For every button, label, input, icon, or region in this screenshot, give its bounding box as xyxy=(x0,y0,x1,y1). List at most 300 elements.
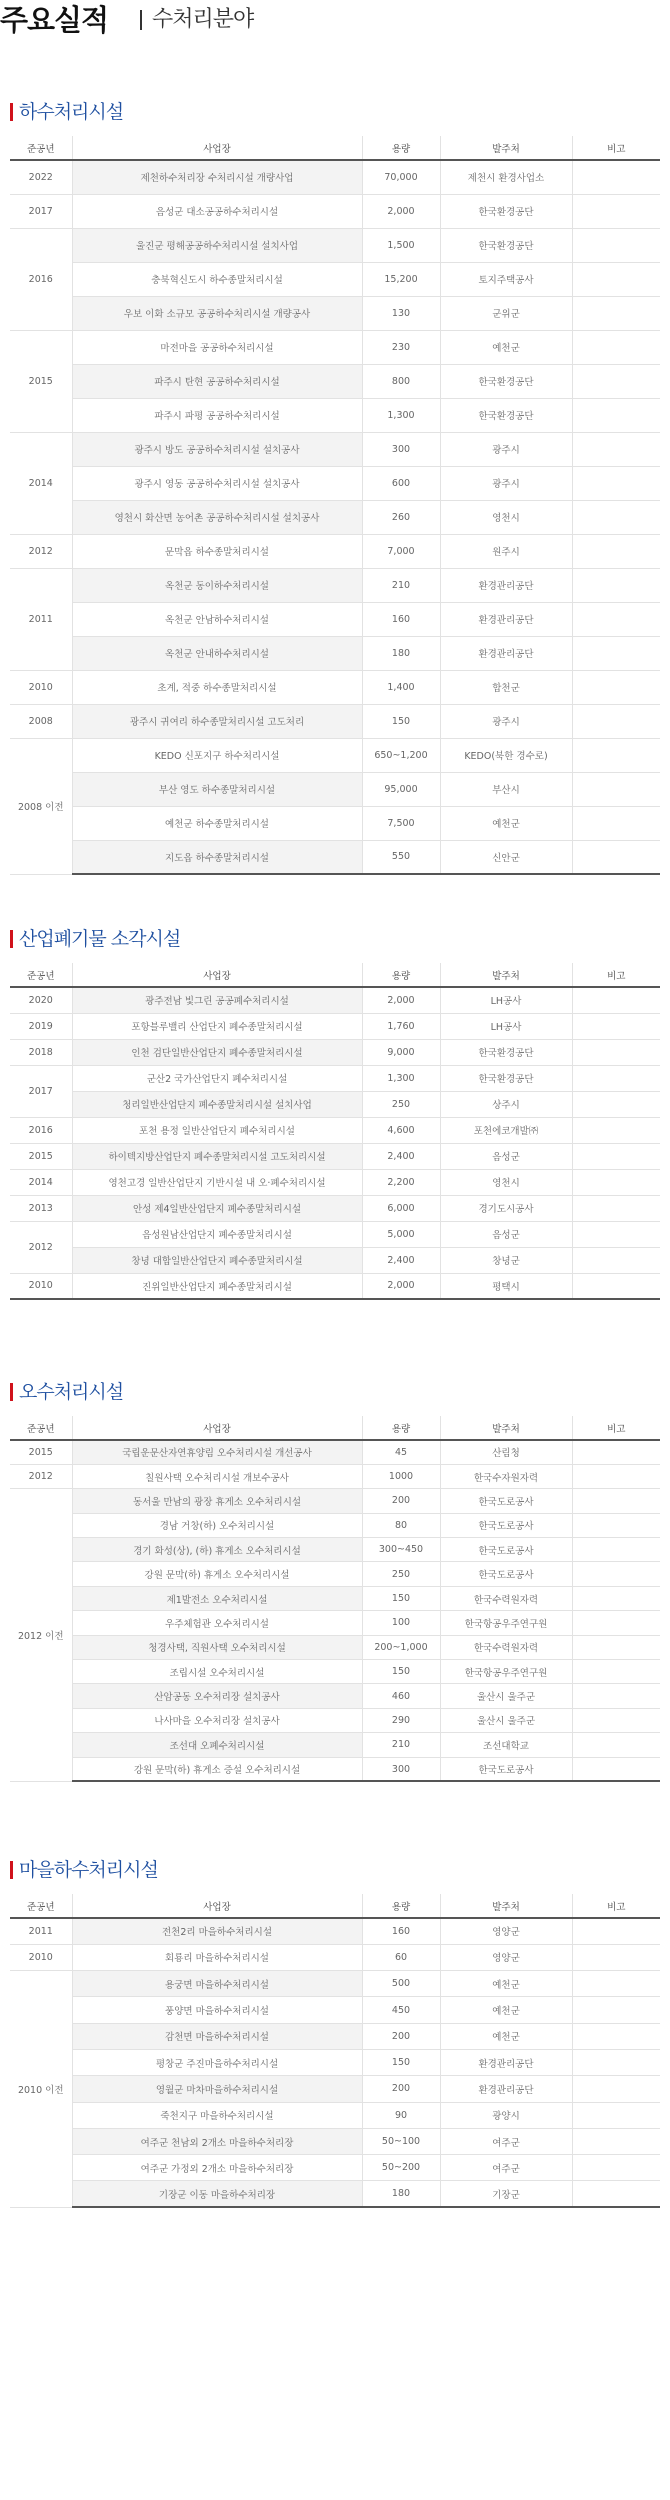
project-cell: 나사마을 오수처리장 설치공사 xyxy=(72,1708,362,1732)
table-row xyxy=(10,398,660,432)
capacity-cell: 7,500 xyxy=(362,806,440,840)
client-cell: 예천군 xyxy=(440,1997,572,2023)
year-cell: 2010 이전 xyxy=(10,1971,72,2208)
year-column-header: 준공년 xyxy=(10,963,72,987)
table-row xyxy=(10,2049,660,2075)
capacity-cell: 80 xyxy=(362,1513,440,1537)
project-cell: 포항블루밸리 산업단지 폐수종말처리시설 xyxy=(72,1013,362,1039)
table-row xyxy=(10,840,660,874)
table-row xyxy=(10,1169,660,1195)
section-marker xyxy=(10,103,13,121)
note-cell xyxy=(572,1273,660,1299)
capacity-cell: 800 xyxy=(362,364,440,398)
client-cell: 영양군 xyxy=(440,1944,572,1970)
note-cell xyxy=(572,738,660,772)
capacity-cell: 300~450 xyxy=(362,1538,440,1562)
client-cell: 울산시 울주군 xyxy=(440,1684,572,1708)
table-row xyxy=(10,1708,660,1732)
client-cell: 한국수자원자력 xyxy=(440,1464,572,1488)
client-cell: 한국환경공단 xyxy=(440,228,572,262)
table-row xyxy=(10,1513,660,1537)
year-cell: 2011 xyxy=(10,1918,72,1944)
project-cell: 문막읍 하수종말처리시설 xyxy=(72,534,362,568)
year-column-header: 준공년 xyxy=(10,1894,72,1918)
table-row xyxy=(10,1013,660,1039)
results-table xyxy=(10,963,660,1300)
client-cell: 평택시 xyxy=(440,1273,572,1299)
capacity-cell: 260 xyxy=(362,500,440,534)
note-cell xyxy=(572,1660,660,1684)
client-cell: 경기도시공사 xyxy=(440,1195,572,1221)
client-cell: 한국환경공단 xyxy=(440,398,572,432)
note-column-header: 비고 xyxy=(572,1894,660,1918)
capacity-cell: 90 xyxy=(362,2102,440,2128)
project-cell: 국립운문산자연휴양림 오수처리시설 개선공사 xyxy=(72,1440,362,1464)
year-cell: 2015 xyxy=(10,1143,72,1169)
capacity-cell: 210 xyxy=(362,568,440,602)
note-cell xyxy=(572,636,660,670)
client-cell: 여주군 xyxy=(440,2128,572,2154)
client-column-header: 발주처 xyxy=(440,963,572,987)
project-cell: 음성원남산업단지 폐수종말처리시설 xyxy=(72,1221,362,1247)
table-row xyxy=(10,466,660,500)
client-cell: 광주시 xyxy=(440,466,572,500)
year-cell: 2010 xyxy=(10,1944,72,1970)
client-cell: 예천군 xyxy=(440,806,572,840)
capacity-cell: 15,200 xyxy=(362,262,440,296)
table-row xyxy=(10,1611,660,1635)
project-cell: 풍양면 마을하수처리시설 xyxy=(72,1997,362,2023)
client-cell: 한국도로공사 xyxy=(440,1513,572,1537)
note-cell xyxy=(572,2023,660,2049)
note-cell xyxy=(572,1464,660,1488)
section-header xyxy=(10,927,660,951)
capacity-cell: 1,300 xyxy=(362,1065,440,1091)
table-row xyxy=(10,1117,660,1143)
table-row xyxy=(10,2128,660,2154)
table-row xyxy=(10,194,660,228)
note-cell xyxy=(572,1013,660,1039)
note-cell xyxy=(572,1971,660,1997)
capacity-cell: 95,000 xyxy=(362,772,440,806)
client-cell: 음성군 xyxy=(440,1143,572,1169)
note-cell xyxy=(572,1117,660,1143)
table-row xyxy=(10,772,660,806)
note-cell xyxy=(572,466,660,500)
capacity-cell: 100 xyxy=(362,1611,440,1635)
capacity-cell: 130 xyxy=(362,296,440,330)
capacity-cell: 160 xyxy=(362,1918,440,1944)
project-cell: 파주시 탄현 공공하수처리시설 xyxy=(72,364,362,398)
client-cell: 한국도로공사 xyxy=(440,1538,572,1562)
table-row xyxy=(10,568,660,602)
project-cell: 동서울 만남의 광장 휴게소 오수처리시설 xyxy=(72,1489,362,1513)
results-table xyxy=(10,1416,660,1782)
client-cell: LH공사 xyxy=(440,987,572,1013)
client-cell: 한국도로공사 xyxy=(440,1489,572,1513)
capacity-cell: 2,000 xyxy=(362,1273,440,1299)
capacity-column-header: 용량 xyxy=(362,1416,440,1440)
note-cell xyxy=(572,1513,660,1537)
client-cell: 한국항공우주연구원 xyxy=(440,1611,572,1635)
table-row xyxy=(10,330,660,364)
note-cell xyxy=(572,1039,660,1065)
note-cell xyxy=(572,568,660,602)
note-cell xyxy=(572,2155,660,2181)
note-cell xyxy=(572,1708,660,1732)
table-row xyxy=(10,2076,660,2102)
project-cell: 평창군 주진마을하수처리시설 xyxy=(72,2049,362,2075)
note-cell xyxy=(572,296,660,330)
table-row xyxy=(10,1195,660,1221)
capacity-cell: 150 xyxy=(362,704,440,738)
project-cell: 마전마을 공공하수처리시설 xyxy=(72,330,362,364)
table-header-row xyxy=(10,963,660,987)
project-cell: 제천하수처리장 수처리시설 개량사업 xyxy=(72,160,362,194)
year-cell: 2020 xyxy=(10,987,72,1013)
year-cell: 2016 xyxy=(10,1117,72,1143)
project-cell: 진위일반산업단지 폐수종말처리시설 xyxy=(72,1273,362,1299)
table-row xyxy=(10,738,660,772)
project-column-header: 사업장 xyxy=(72,963,362,987)
section-marker xyxy=(10,930,13,948)
year-cell: 2016 xyxy=(10,228,72,330)
section-marker xyxy=(10,1383,13,1401)
table-row xyxy=(10,1562,660,1586)
project-cell: 청리일반산업단지 폐수종말처리시설 설치사업 xyxy=(72,1091,362,1117)
capacity-cell: 50~100 xyxy=(362,2128,440,2154)
table-row xyxy=(10,2181,660,2207)
project-cell: 경기 화성(상), (하) 휴게소 오수처리시설 xyxy=(72,1538,362,1562)
client-cell: 환경관리공단 xyxy=(440,2076,572,2102)
table-row xyxy=(10,1464,660,1488)
project-cell: 감천면 마을하수처리시설 xyxy=(72,2023,362,2049)
project-cell: 용궁면 마을하수처리시설 xyxy=(72,1971,362,1997)
note-cell xyxy=(572,1918,660,1944)
capacity-cell: 2,400 xyxy=(362,1247,440,1273)
note-cell xyxy=(572,1489,660,1513)
client-cell: 광양시 xyxy=(440,2102,572,2128)
project-cell: 여주군 천남외 2개소 마을하수처리장 xyxy=(72,2128,362,2154)
year-cell: 2019 xyxy=(10,1013,72,1039)
client-cell: 군위군 xyxy=(440,296,572,330)
client-cell: 한국수력원자력 xyxy=(440,1635,572,1659)
project-cell: KEDO 신포지구 하수처리시설 xyxy=(72,738,362,772)
year-column-header: 준공년 xyxy=(10,136,72,160)
section-header xyxy=(10,1380,660,1404)
note-cell xyxy=(572,330,660,364)
year-column-header: 준공년 xyxy=(10,1416,72,1440)
note-cell xyxy=(572,1733,660,1757)
capacity-cell: 2,000 xyxy=(362,987,440,1013)
capacity-cell: 460 xyxy=(362,1684,440,1708)
client-cell: 창녕군 xyxy=(440,1247,572,1273)
table-row xyxy=(10,670,660,704)
capacity-cell: 150 xyxy=(362,2049,440,2075)
client-cell: 환경관리공단 xyxy=(440,568,572,602)
note-column-header: 비고 xyxy=(572,963,660,987)
capacity-cell: 300 xyxy=(362,432,440,466)
capacity-cell: 150 xyxy=(362,1660,440,1684)
page-title: 주요실적 xyxy=(0,3,109,37)
section-title: 오수처리시설 xyxy=(19,1381,124,1403)
client-cell: 상주시 xyxy=(440,1091,572,1117)
note-cell xyxy=(572,500,660,534)
note-cell xyxy=(572,2128,660,2154)
capacity-cell: 5,000 xyxy=(362,1221,440,1247)
client-cell: 산림청 xyxy=(440,1440,572,1464)
capacity-cell: 550 xyxy=(362,840,440,874)
year-cell: 2014 xyxy=(10,1169,72,1195)
results-table xyxy=(10,136,660,875)
note-cell xyxy=(572,1091,660,1117)
note-cell xyxy=(572,160,660,194)
year-cell: 2012 xyxy=(10,1221,72,1273)
note-cell xyxy=(572,2181,660,2207)
note-cell xyxy=(572,398,660,432)
note-cell xyxy=(572,1757,660,1781)
project-cell: 강원 문막(하) 휴게소 증설 오수처리시설 xyxy=(72,1757,362,1781)
table-row xyxy=(10,1039,660,1065)
section-wastewater-treatment xyxy=(10,1380,660,1782)
note-cell xyxy=(572,262,660,296)
results-table xyxy=(10,1894,660,2208)
year-cell: 2015 xyxy=(10,330,72,432)
project-cell: 영천시 화산면 농어촌 공공하수처리시설 설치공사 xyxy=(72,500,362,534)
capacity-cell: 500 xyxy=(362,1971,440,1997)
note-cell xyxy=(572,1221,660,1247)
year-cell: 2008 이전 xyxy=(10,738,72,874)
project-cell: 충북혁신도시 하수종말처리시설 xyxy=(72,262,362,296)
note-cell xyxy=(572,772,660,806)
capacity-cell: 250 xyxy=(362,1562,440,1586)
client-cell: 여주군 xyxy=(440,2155,572,2181)
year-cell: 2011 xyxy=(10,568,72,670)
capacity-column-header: 용량 xyxy=(362,1894,440,1918)
capacity-cell: 45 xyxy=(362,1440,440,1464)
table-row xyxy=(10,2155,660,2181)
project-column-header: 사업장 xyxy=(72,1416,362,1440)
table-row xyxy=(10,987,660,1013)
project-cell: 예천군 하수종말처리시설 xyxy=(72,806,362,840)
project-cell: 울진군 평해공공하수처리시설 설치사업 xyxy=(72,228,362,262)
table-header-row xyxy=(10,1416,660,1440)
client-cell: 울산시 울주군 xyxy=(440,1708,572,1732)
client-cell: 한국환경공단 xyxy=(440,1039,572,1065)
table-row xyxy=(10,1997,660,2023)
note-cell xyxy=(572,1586,660,1610)
client-cell: 환경관리공단 xyxy=(440,602,572,636)
note-cell xyxy=(572,670,660,704)
client-cell: 한국환경공단 xyxy=(440,364,572,398)
project-cell: 조선대 오폐수처리시설 xyxy=(72,1733,362,1757)
capacity-cell: 150 xyxy=(362,1586,440,1610)
table-row xyxy=(10,1538,660,1562)
note-cell xyxy=(572,2049,660,2075)
project-cell: 초계, 적중 하수종말처리시설 xyxy=(72,670,362,704)
table-row xyxy=(10,2102,660,2128)
capacity-cell: 4,600 xyxy=(362,1117,440,1143)
project-cell: 지도읍 하수종말처리시설 xyxy=(72,840,362,874)
note-cell xyxy=(572,987,660,1013)
project-cell: 인천 검단일반산업단지 폐수종말처리시설 xyxy=(72,1039,362,1065)
capacity-column-header: 용량 xyxy=(362,136,440,160)
project-cell: 기장군 이동 마을하수처리장 xyxy=(72,2181,362,2207)
project-cell: 여주군 가정외 2개소 마을하수처리장 xyxy=(72,2155,362,2181)
capacity-cell: 200 xyxy=(362,2023,440,2049)
capacity-cell: 450 xyxy=(362,1997,440,2023)
note-cell xyxy=(572,1944,660,1970)
client-cell: 환경관리공단 xyxy=(440,636,572,670)
capacity-cell: 300 xyxy=(362,1757,440,1781)
note-cell xyxy=(572,840,660,874)
table-row xyxy=(10,1143,660,1169)
page-subtitle: 수처리분야 xyxy=(152,7,254,32)
note-cell xyxy=(572,1684,660,1708)
year-cell: 2017 xyxy=(10,1065,72,1117)
project-cell: 광주전남 빛그린 공공폐수처리시설 xyxy=(72,987,362,1013)
project-cell: 청경사택, 직원사택 오수처리시설 xyxy=(72,1635,362,1659)
table-row xyxy=(10,704,660,738)
table-header-row xyxy=(10,136,660,160)
client-cell: 한국수력원자력 xyxy=(440,1586,572,1610)
capacity-cell: 200 xyxy=(362,2076,440,2102)
capacity-cell: 600 xyxy=(362,466,440,500)
client-column-header: 발주처 xyxy=(440,136,572,160)
project-cell: 옥천군 안내하수처리시설 xyxy=(72,636,362,670)
year-cell: 2013 xyxy=(10,1195,72,1221)
client-cell: KEDO(북한 경수로) xyxy=(440,738,572,772)
client-cell: 한국항공우주연구원 xyxy=(440,1660,572,1684)
client-cell: 포천에코개발㈜ xyxy=(440,1117,572,1143)
table-row xyxy=(10,500,660,534)
note-cell xyxy=(572,534,660,568)
table-row xyxy=(10,1660,660,1684)
client-cell: 광주시 xyxy=(440,432,572,466)
capacity-cell: 160 xyxy=(362,602,440,636)
table-row xyxy=(10,1971,660,1997)
note-cell xyxy=(572,1195,660,1221)
client-cell: 조선대학교 xyxy=(440,1733,572,1757)
page-header xyxy=(0,0,670,40)
client-cell: 한국도로공사 xyxy=(440,1562,572,1586)
project-cell: 광주시 영동 공공하수처리시설 설치공사 xyxy=(72,466,362,500)
capacity-cell: 1,500 xyxy=(362,228,440,262)
table-row xyxy=(10,636,660,670)
table-row xyxy=(10,1273,660,1299)
client-cell: 음성군 xyxy=(440,1221,572,1247)
note-cell xyxy=(572,2076,660,2102)
section-title: 마을하수처리시설 xyxy=(19,1859,158,1881)
client-cell: 합천군 xyxy=(440,670,572,704)
client-cell: LH공사 xyxy=(440,1013,572,1039)
project-column-header: 사업장 xyxy=(72,1894,362,1918)
client-cell: 예천군 xyxy=(440,1971,572,1997)
capacity-cell: 250 xyxy=(362,1091,440,1117)
note-cell xyxy=(572,1440,660,1464)
year-cell: 2015 xyxy=(10,1440,72,1464)
section-header xyxy=(10,100,660,124)
capacity-cell: 9,000 xyxy=(362,1039,440,1065)
note-cell xyxy=(572,806,660,840)
note-cell xyxy=(572,432,660,466)
section-title: 하수처리시설 xyxy=(19,101,124,123)
table-row xyxy=(10,1757,660,1781)
client-cell: 기장군 xyxy=(440,2181,572,2207)
client-cell: 한국도로공사 xyxy=(440,1757,572,1781)
table-row xyxy=(10,1221,660,1247)
table-row xyxy=(10,296,660,330)
year-cell: 2008 xyxy=(10,704,72,738)
capacity-cell: 60 xyxy=(362,1944,440,1970)
project-cell: 하이텍지방산업단지 폐수종말처리시설 고도처리시설 xyxy=(72,1143,362,1169)
project-cell: 광주시 방도 공공하수처리시설 설치공사 xyxy=(72,432,362,466)
project-cell: 옥천군 동이하수처리시설 xyxy=(72,568,362,602)
table-row xyxy=(10,1733,660,1757)
table-row xyxy=(10,364,660,398)
note-cell xyxy=(572,1611,660,1635)
project-cell: 조립시설 오수처리시설 xyxy=(72,1660,362,1684)
note-cell xyxy=(572,1997,660,2023)
client-cell: 한국환경공단 xyxy=(440,194,572,228)
table-row xyxy=(10,1944,660,1970)
note-column-header: 비고 xyxy=(572,1416,660,1440)
table-row xyxy=(10,2023,660,2049)
project-cell: 죽천지구 마을하수처리시설 xyxy=(72,2102,362,2128)
project-cell: 포천 용정 일반산업단지 폐수처리시설 xyxy=(72,1117,362,1143)
table-row xyxy=(10,1918,660,1944)
section-header xyxy=(10,1858,660,1882)
capacity-cell: 6,000 xyxy=(362,1195,440,1221)
capacity-cell: 230 xyxy=(362,330,440,364)
project-cell: 강원 문막(하) 휴게소 오수처리시설 xyxy=(72,1562,362,1586)
project-cell: 산암공동 오수처리장 설치공사 xyxy=(72,1684,362,1708)
year-cell: 2022 xyxy=(10,160,72,194)
capacity-cell: 2,000 xyxy=(362,194,440,228)
table-row xyxy=(10,1635,660,1659)
title-separator xyxy=(140,10,142,30)
year-cell: 2018 xyxy=(10,1039,72,1065)
capacity-cell: 7,000 xyxy=(362,534,440,568)
project-cell: 경남 거창(하) 오수처리시설 xyxy=(72,1513,362,1537)
client-cell: 토지주택공사 xyxy=(440,262,572,296)
note-cell xyxy=(572,1247,660,1273)
note-cell xyxy=(572,1562,660,1586)
project-cell: 부산 영도 하수종말처리시설 xyxy=(72,772,362,806)
capacity-cell: 200 xyxy=(362,1489,440,1513)
table-row xyxy=(10,806,660,840)
project-cell: 창녕 대합일반산업단지 폐수종말처리시설 xyxy=(72,1247,362,1273)
section-industrial-waste xyxy=(10,927,660,1300)
project-cell: 제1발전소 오수처리시설 xyxy=(72,1586,362,1610)
table-row xyxy=(10,534,660,568)
table-row xyxy=(10,160,660,194)
note-cell xyxy=(572,364,660,398)
table-row xyxy=(10,1684,660,1708)
year-cell: 2012 xyxy=(10,534,72,568)
project-cell: 회룡리 마을하수처리시설 xyxy=(72,1944,362,1970)
client-cell: 부산시 xyxy=(440,772,572,806)
capacity-cell: 1,760 xyxy=(362,1013,440,1039)
client-cell: 제천시 환경사업소 xyxy=(440,160,572,194)
table-row xyxy=(10,1091,660,1117)
project-cell: 영월군 마차마을하수처리시설 xyxy=(72,2076,362,2102)
project-cell: 안성 제4일반산업단지 폐수종말처리시설 xyxy=(72,1195,362,1221)
table-row xyxy=(10,602,660,636)
note-cell xyxy=(572,602,660,636)
note-cell xyxy=(572,1635,660,1659)
year-cell: 2010 xyxy=(10,670,72,704)
